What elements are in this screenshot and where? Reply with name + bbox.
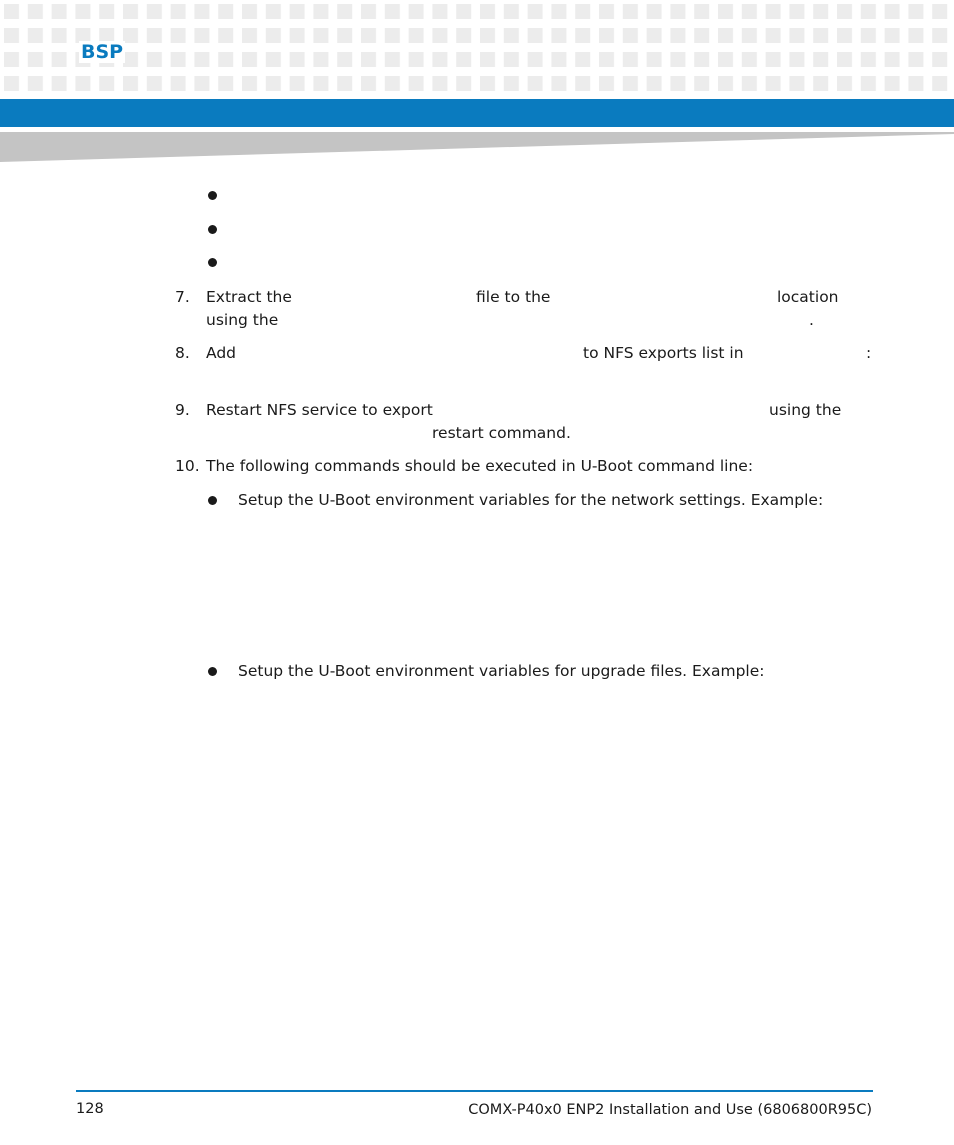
section-title: BSP bbox=[81, 41, 124, 63]
header-blue-band bbox=[0, 99, 954, 127]
step-8-text-3: : bbox=[866, 344, 872, 362]
bullet-marker bbox=[208, 667, 217, 676]
step-9-number: 9. bbox=[175, 401, 190, 419]
header-tile-pattern bbox=[0, 0, 954, 96]
header-gray-wedge bbox=[0, 132, 954, 162]
step-10-number: 10. bbox=[175, 457, 200, 475]
step-9-text-2: using the bbox=[769, 401, 842, 419]
page-number: 128 bbox=[76, 1101, 104, 1117]
step-7-text-4: using the bbox=[206, 311, 279, 329]
step-8-text-2: to NFS exports list in bbox=[583, 344, 744, 362]
step-10-bullet-1: Setup the U-Boot environment variables for the network settings. Example: bbox=[238, 491, 824, 509]
step-7-text-1: Extract the bbox=[206, 288, 292, 306]
bullet-marker bbox=[208, 191, 217, 200]
step-9-text-3: restart command. bbox=[432, 424, 571, 442]
step-8-text-1: Add bbox=[206, 344, 237, 362]
bullet-marker bbox=[208, 225, 217, 234]
footer-rule bbox=[76, 1090, 873, 1092]
bullet-marker bbox=[208, 258, 217, 267]
bullet-marker bbox=[208, 496, 217, 505]
step-7-number: 7. bbox=[175, 288, 190, 306]
step-7-text-5: . bbox=[809, 311, 814, 329]
step-8-number: 8. bbox=[175, 344, 190, 362]
footer-doc-title: COMX-P40x0 ENP2 Installation and Use (6806800R95C) bbox=[468, 1102, 872, 1118]
step-9-text-1: Restart NFS service to export bbox=[206, 401, 433, 419]
step-7-text-2: file to the bbox=[476, 288, 551, 306]
tile-grid bbox=[0, 0, 954, 96]
step-10-text: The following commands should be executed in U-Boot command line: bbox=[206, 457, 754, 475]
step-7-text-3: location bbox=[777, 288, 839, 306]
step-10-bullet-2: Setup the U-Boot environment variables for upgrade files. Example: bbox=[238, 662, 765, 680]
